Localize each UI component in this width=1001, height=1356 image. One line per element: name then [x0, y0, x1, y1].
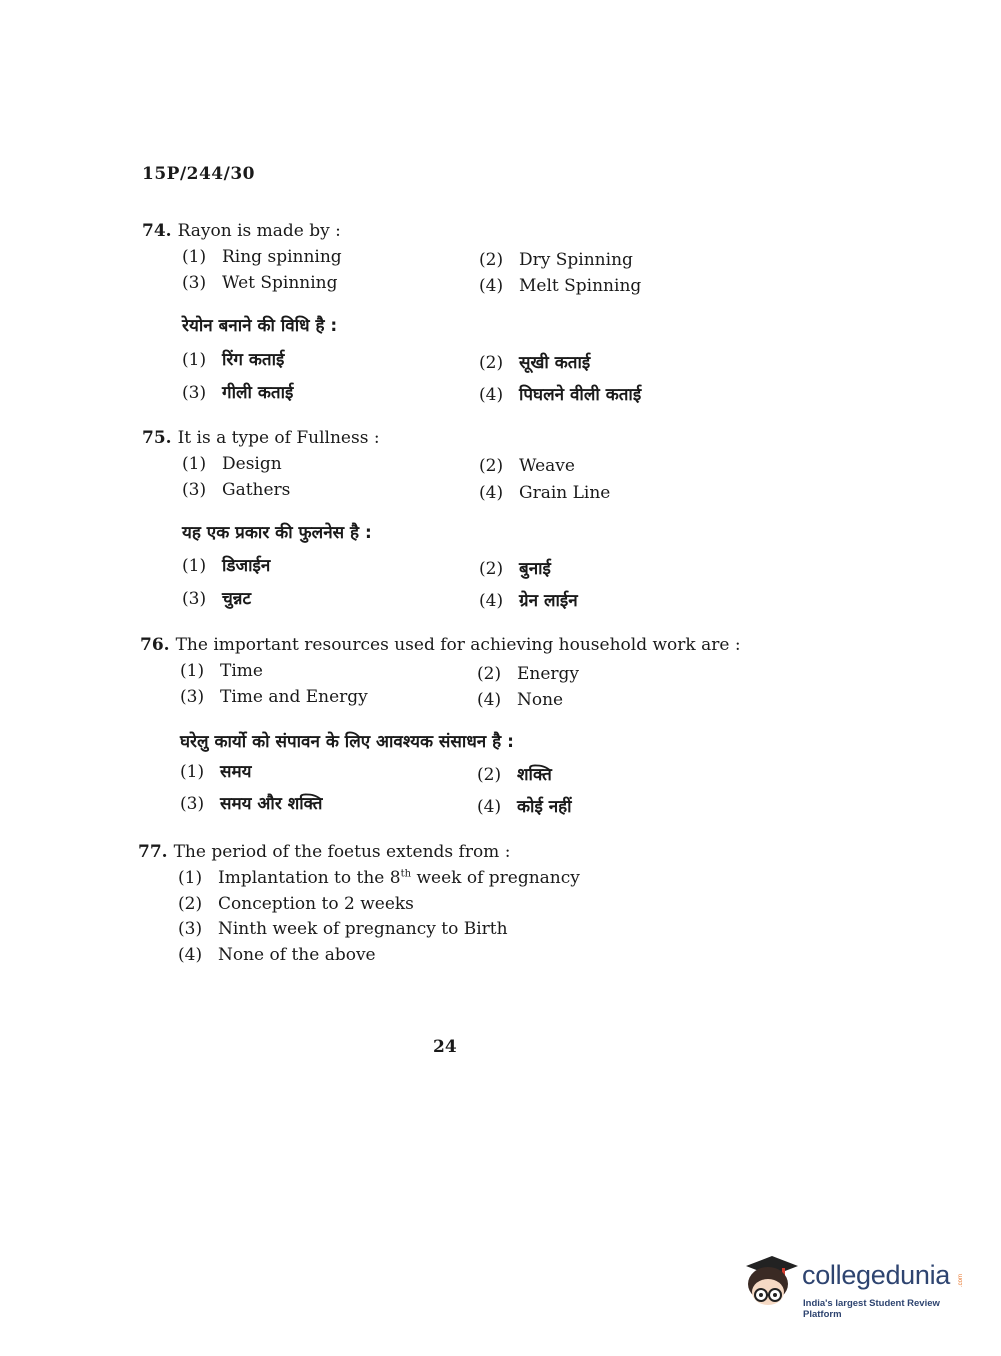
- question-number: 77.: [138, 842, 168, 862]
- hindi-question-text: यह एक प्रकार की फुलनेस है :: [182, 523, 372, 543]
- logo-suffix: .com: [958, 1274, 964, 1288]
- question-text: 75. It is a type of Fullness :: [142, 428, 380, 448]
- option: (4) None: [477, 690, 564, 710]
- option: (1) Design: [182, 454, 282, 474]
- option: (4) Melt Spinning: [479, 276, 642, 296]
- mascot-icon: [742, 1250, 800, 1312]
- hindi-option: (2) सूखी कताई: [479, 353, 591, 373]
- hindi-option: (1) डिजाईन: [182, 556, 271, 576]
- hindi-question-text: रेयोन बनाने की विधि है :: [182, 316, 338, 336]
- option: (2) Energy: [477, 664, 580, 684]
- option: (3) Gathers: [182, 480, 291, 500]
- hindi-option: (3) समय और शक्ति: [180, 794, 323, 814]
- option: (2) Conception to 2 weeks: [178, 894, 414, 914]
- question-text: 76. The important resources used for achieving household work are :: [140, 635, 741, 655]
- option: (2) Weave: [479, 456, 575, 476]
- question-number: 76.: [140, 635, 170, 655]
- option: (1) Ring spinning: [182, 247, 342, 267]
- hindi-option: (1) समय: [180, 762, 252, 782]
- question-number: 75.: [142, 428, 172, 448]
- option: (4) None of the above: [178, 945, 376, 965]
- option: (1) Implantation to the 8th week of pregnancy: [178, 868, 580, 888]
- option: (3) Time and Energy: [180, 687, 368, 707]
- hindi-option: (4) कोई नहीं: [477, 797, 572, 817]
- hindi-option: (4) ग्रेन लाईन: [479, 591, 578, 611]
- logo-tagline: India's largest Student Review Platform: [803, 1298, 940, 1320]
- hindi-option: (1) रिंग कताई: [182, 350, 285, 370]
- page-number: 24: [433, 1037, 457, 1057]
- paper-code: 15P/244/30: [142, 164, 256, 184]
- hindi-question-text: घरेलु कार्यो को संपावन के लिए आवश्यक संसाधन है :: [180, 732, 514, 752]
- hindi-option: (3) गीली कताई: [182, 383, 294, 403]
- question-text: 77. The period of the foetus extends from :: [138, 842, 511, 862]
- hindi-option: (2) शक्ति: [477, 765, 552, 785]
- option: (4) Grain Line: [479, 483, 611, 503]
- hindi-option: (4) पिघलने वीली कताई: [479, 385, 642, 405]
- option: (3) Ninth week of pregnancy to Birth: [178, 919, 508, 939]
- logo-wordmark: collegedunia: [802, 1260, 951, 1290]
- option: (1) Time: [180, 661, 263, 681]
- hindi-option: (2) बुनाई: [479, 559, 551, 579]
- option: (3) Wet Spinning: [182, 273, 338, 293]
- hindi-option: (3) चुन्नट: [182, 589, 252, 609]
- question-text: 74. Rayon is made by :: [142, 221, 341, 241]
- collegedunia-logo: [742, 1248, 972, 1318]
- question-number: 74.: [142, 221, 172, 241]
- option: (2) Dry Spinning: [479, 250, 633, 270]
